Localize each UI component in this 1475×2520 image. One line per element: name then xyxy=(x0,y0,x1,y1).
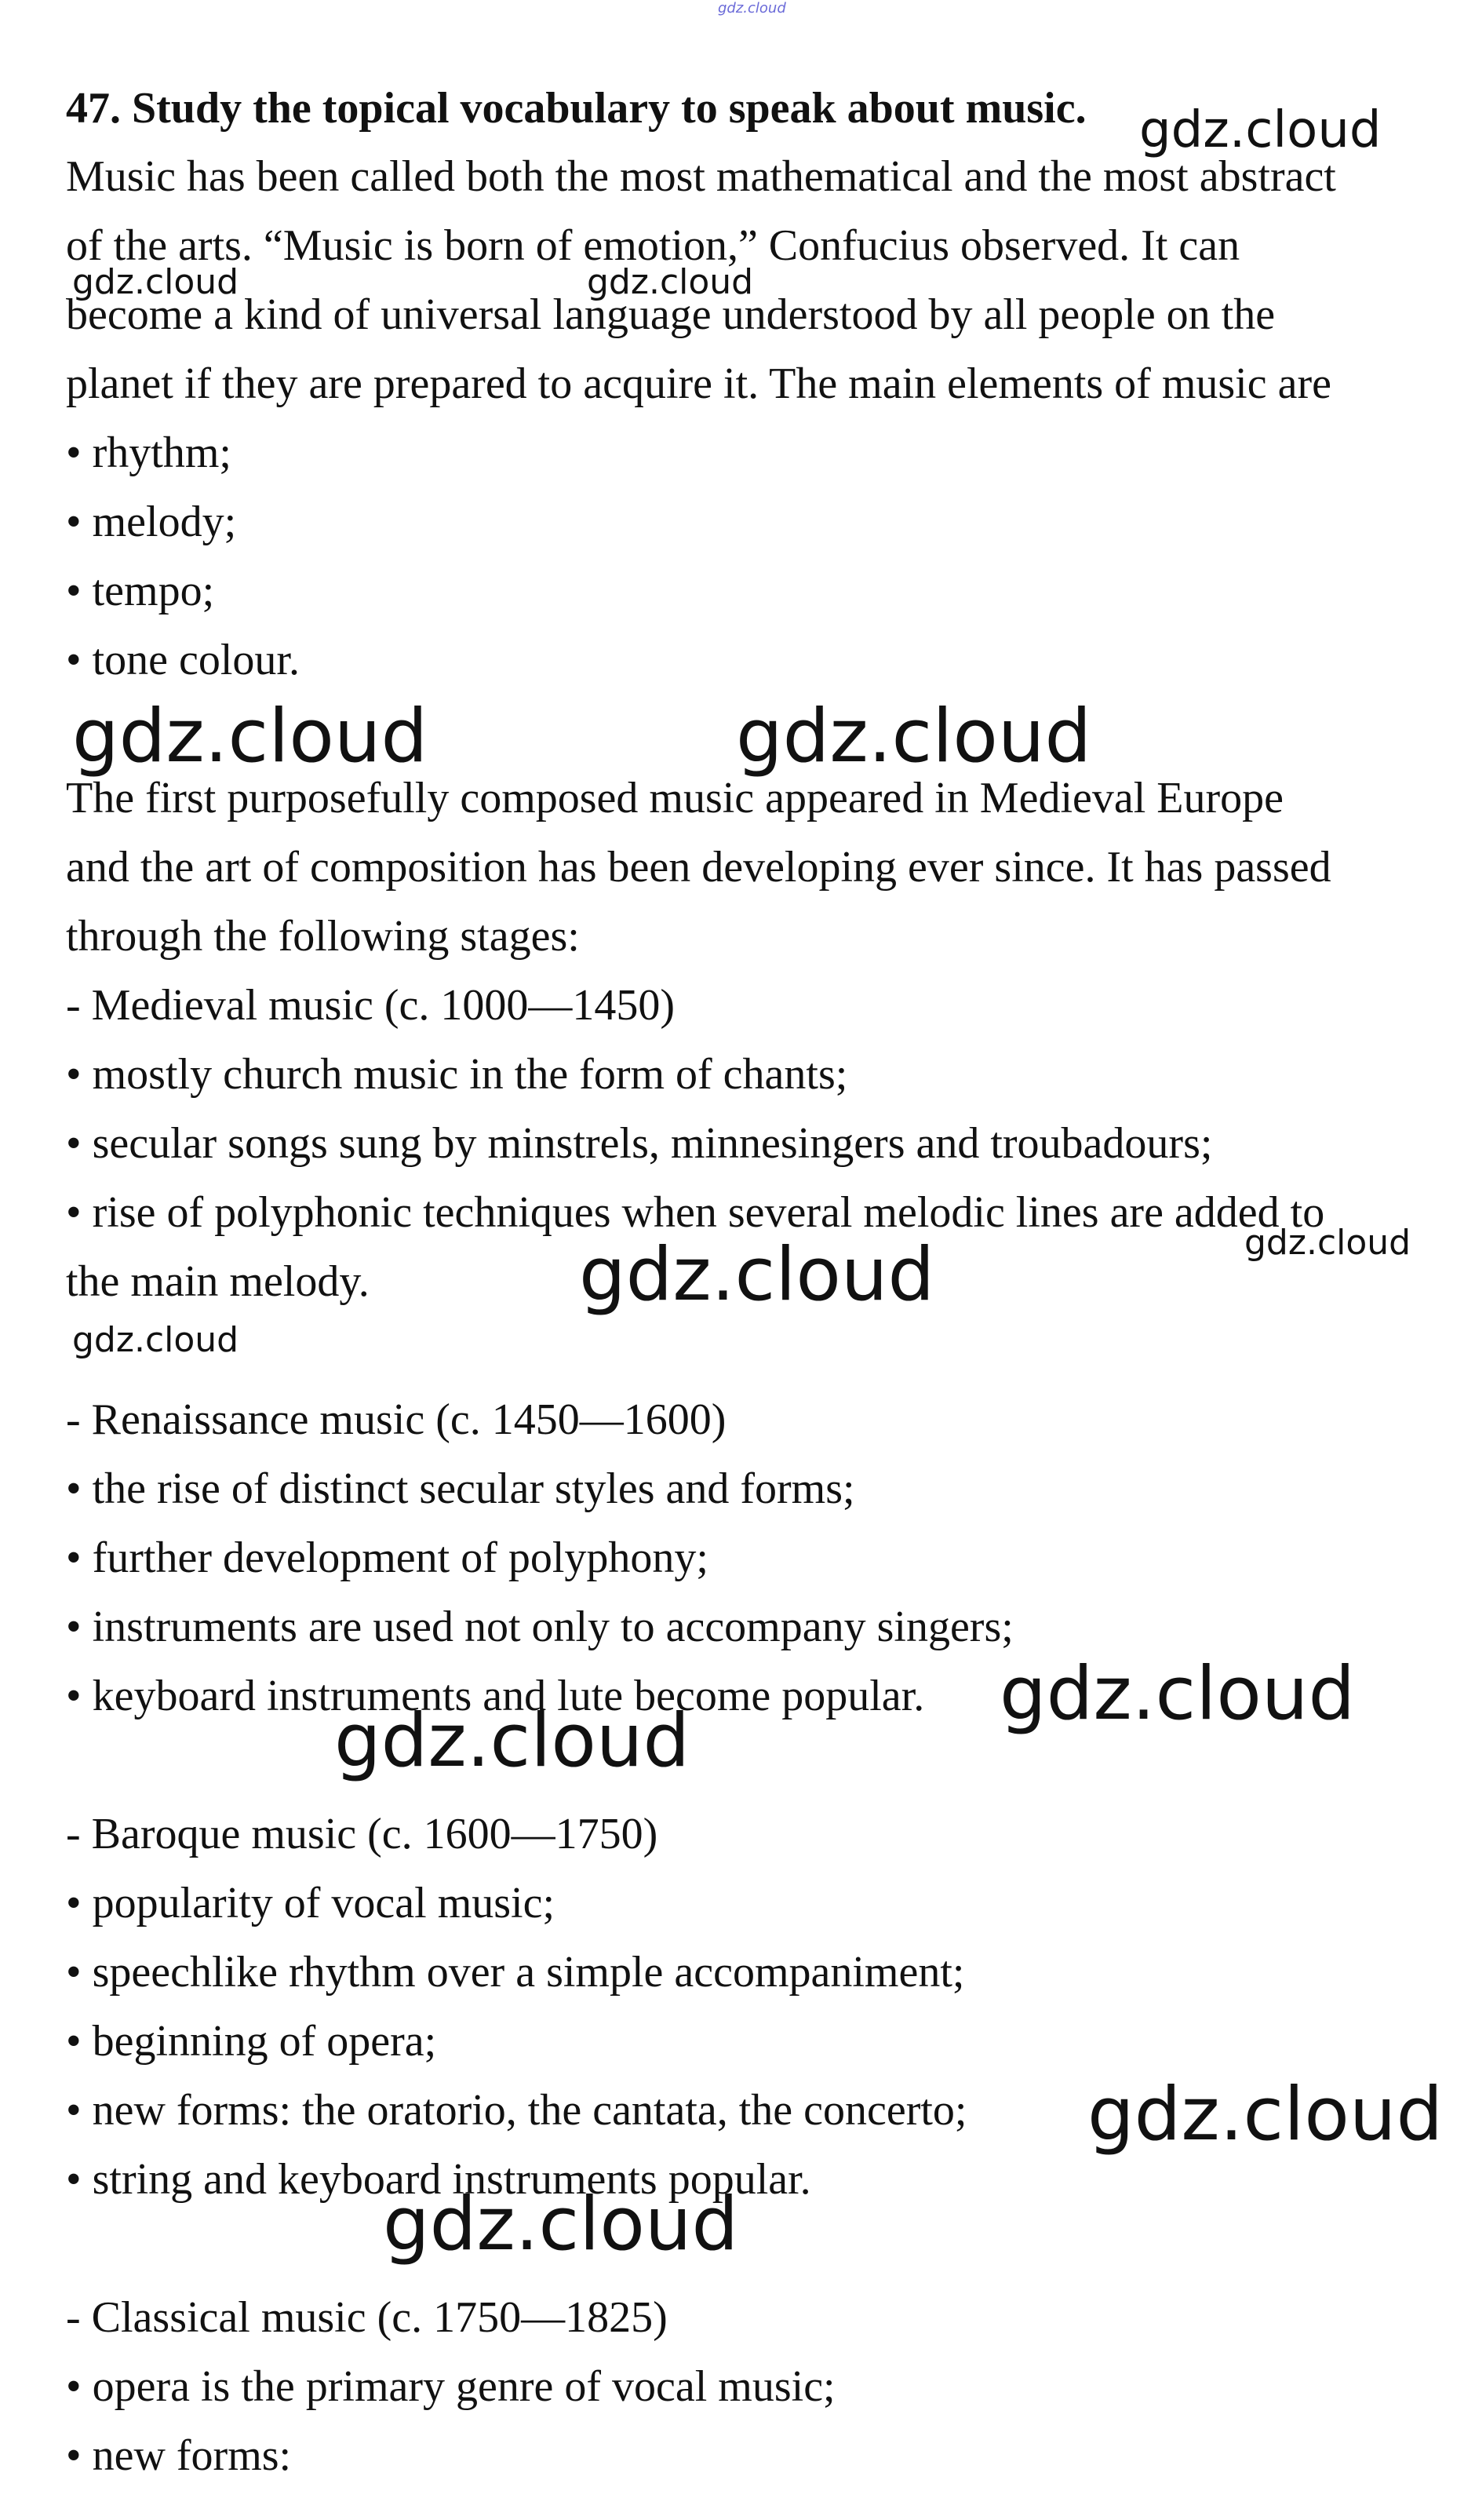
list-item: • melody; xyxy=(66,498,237,546)
list-item: • popularity of vocal music; xyxy=(66,1879,555,1927)
watermark: gdz.cloud xyxy=(334,1698,690,1784)
list-item: • new forms: xyxy=(66,2431,292,2480)
watermark: gdz.cloud xyxy=(72,262,239,302)
list-item: • instruments are used not only to accompany singers; xyxy=(66,1603,1014,1651)
watermark: gdz.cloud xyxy=(383,2182,739,2267)
list-item: • opera is the primary genre of vocal music; xyxy=(66,2362,836,2411)
list-item: • tone colour. xyxy=(66,636,300,684)
watermark: gdz.cloud xyxy=(72,694,428,779)
list-item: the main melody. xyxy=(66,1257,370,1306)
paragraph-line: become a kind of universal language understood by all people on the xyxy=(66,290,1276,339)
watermark: gdz.cloud xyxy=(1087,2072,1444,2157)
list-item: • mostly church music in the form of chants; xyxy=(66,1050,848,1099)
section-heading: - Baroque music (c. 1600—1750) xyxy=(66,1810,658,1858)
list-item: • keyboard instruments and lute become popular. xyxy=(66,1672,925,1720)
list-item: • beginning of opera; xyxy=(66,2017,437,2066)
paragraph-line: and the art of composition has been developing ever since. It has passed xyxy=(66,843,1331,892)
section-heading: - Renaissance music (c. 1450—1600) xyxy=(66,1395,727,1444)
list-item: • new forms: the oratorio, the cantata, the concerto; xyxy=(66,2086,967,2135)
list-item: • the rise of distinct secular styles and forms; xyxy=(66,1464,855,1513)
list-item: • speechlike rhythm over a simple accompaniment; xyxy=(66,1948,965,1997)
list-item: • secular songs sung by minstrels, minnesingers and troubadours; xyxy=(66,1119,1213,1168)
paragraph-line: planet if they are prepared to acquire it. The main elements of music are xyxy=(66,359,1331,408)
watermark: gdz.cloud xyxy=(579,1232,935,1318)
header-watermark: gdz.cloud xyxy=(718,0,786,16)
section-heading: - Classical music (c. 1750—1825) xyxy=(66,2293,668,2342)
paragraph-line: The first purposefully composed music appeared in Medieval Europe xyxy=(66,774,1284,822)
watermark: gdz.cloud xyxy=(736,694,1092,779)
watermark: gdz.cloud xyxy=(72,1320,239,1360)
section-heading: - Medieval music (c. 1000—1450) xyxy=(66,981,676,1030)
list-item: • rhythm; xyxy=(66,429,231,477)
paragraph-line: Music has been called both the most mathematical and the most abstract xyxy=(66,152,1336,201)
watermark: gdz.cloud xyxy=(587,262,754,302)
list-item: • tempo; xyxy=(66,567,215,615)
paragraph-line: of the arts. “Music is born of emotion,” Confucius observed. It can xyxy=(66,221,1240,270)
list-item: • further development of polyphony; xyxy=(66,1534,708,1582)
paragraph-line: through the following stages: xyxy=(66,912,580,961)
watermark: gdz.cloud xyxy=(1244,1223,1411,1263)
list-item: • rise of polyphonic techniques when several melodic lines are added to xyxy=(66,1188,1325,1237)
watermark: gdz.cloud xyxy=(1139,101,1382,159)
watermark: gdz.cloud xyxy=(1000,1651,1356,1737)
exercise-title: 47. Study the topical vocabulary to speak about music. xyxy=(66,84,1087,133)
list-item: • string and keyboard instruments popular. xyxy=(66,2155,811,2204)
